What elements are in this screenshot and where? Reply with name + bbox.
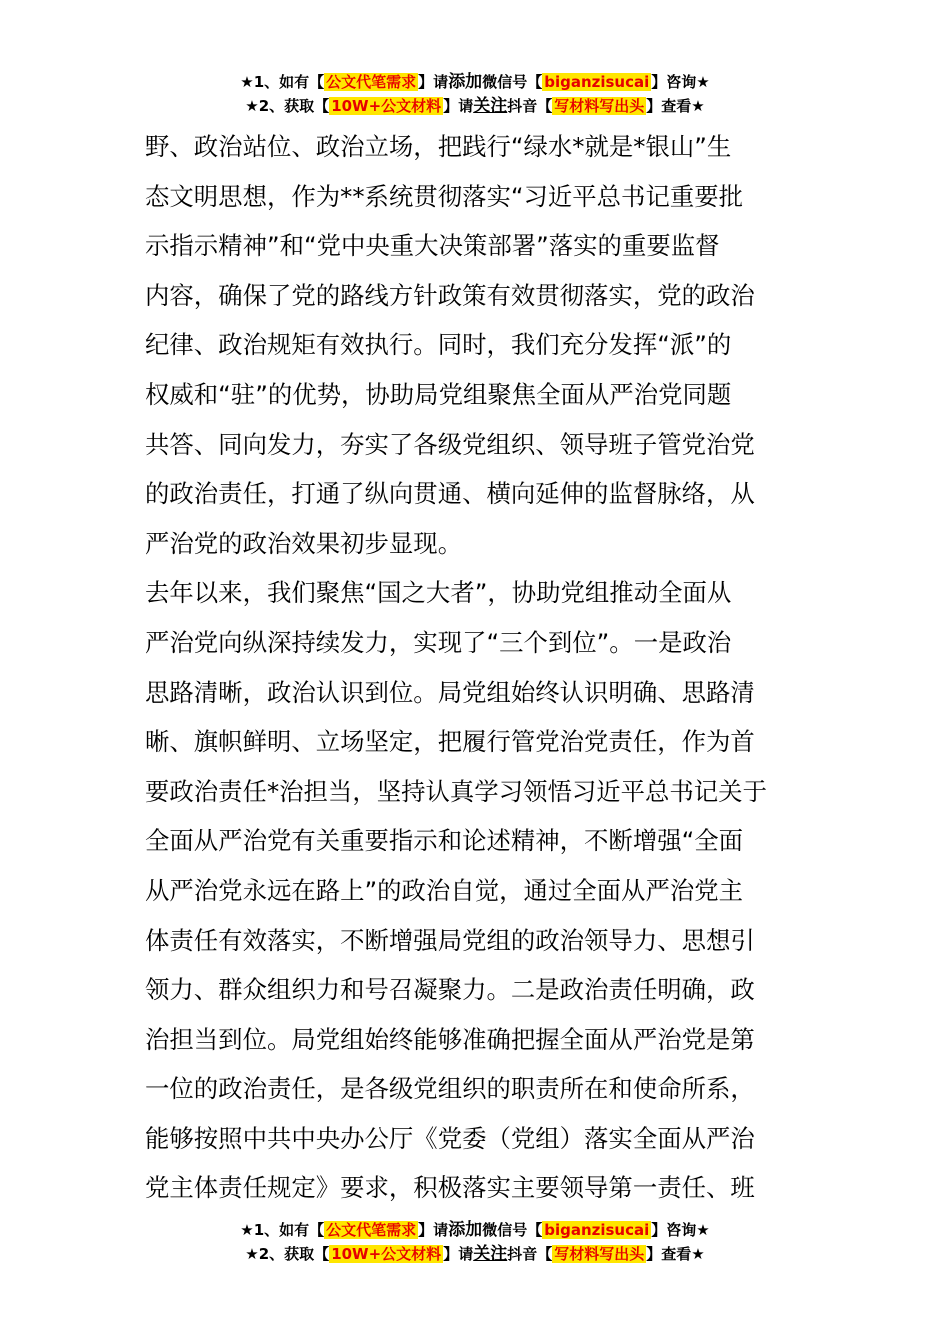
body-line: 内容，确保了党的路线方针政策有效贯彻落实，党的政治 <box>145 280 755 310</box>
promo-highlight-materials: 10W+公文材料 <box>331 97 442 115</box>
body-line: 共答、同向发力，夯实了各级党组织、领导班子管党治党 <box>145 429 755 459</box>
body-line: 治担当到位。局党组始终能够准确把握全面从严治党是第 <box>145 1024 755 1054</box>
body-line: 野、政治站位、政治立场，把践行“绿水*就是*银山”生 <box>145 132 732 161</box>
document-body <box>145 122 810 1213</box>
body-line: 体责任有效落实，不断增强局党组的政治领导力、思想引 <box>145 925 755 955</box>
body-line: 态文明思想，作为**系统贯彻落实“习近平总书记重要批 <box>145 181 744 211</box>
body-line: 能够按照中共中央办公厅《党委（党组）落实全面从严治 <box>145 1123 755 1153</box>
body-line: 权威和“驻”的优势，协助局党组聚焦全面从严治党同题 <box>145 379 732 409</box>
body-line: 严治党向纵深持续发力，实现了“三个到位”。一是政治 <box>145 627 732 657</box>
promo-highlight-wechat-id: biganzisucai <box>544 1221 650 1239</box>
header-promo-banner <box>0 70 950 118</box>
promo-highlight-wechat-id: biganzisucai <box>544 73 650 91</box>
promo-highlight-materials: 10W+公文材料 <box>331 1245 442 1263</box>
footer-promo-banner <box>0 1218 950 1266</box>
body-line: 思路清晰，政治认识到位。局党组始终认识明确、思路清 <box>145 677 755 707</box>
promo-line-2: ★2、获取【 10W+公文材料 】请关注抖音【 写材料写出头 】查看★ <box>245 96 705 116</box>
body-line: 全面从严治党有关重要指示和论述精神，不断增强“全面 <box>145 826 744 856</box>
body-line: 纪律、政治规矩有效执行。同时，我们充分发挥“派”的 <box>145 330 732 360</box>
body-line: 一位的政治责任，是各级党组织的职责所在和使命所系， <box>145 1074 755 1104</box>
promo-line-1: ★1、如有【 公文代笔需求 】请添加微信号【 biganzisucai 】咨询★ <box>240 72 710 92</box>
promo-highlight-service: 公文代笔需求 <box>326 1221 417 1239</box>
body-line: 从严治党永远在路上”的政治自觉，通过全面从严治党主 <box>145 875 744 905</box>
body-line: 严治党的政治效果初步显现。 <box>145 528 463 558</box>
promo-line-1: ★1、如有【 公文代笔需求 】请添加微信号【 biganzisucai 】咨询★ <box>240 1220 710 1240</box>
body-line: 的政治责任，打通了纵向贯通、横向延伸的监督脉络，从 <box>145 479 755 509</box>
body-line: 党主体责任规定》要求，积极落实主要领导第一责任、班 <box>145 1173 755 1203</box>
body-line: 要政治责任*治担当，坚持认真学习领悟习近平总书记关于 <box>145 776 767 806</box>
promo-line-2: ★2、获取【 10W+公文材料 】请关注抖音【 写材料写出头 】查看★ <box>245 1244 705 1264</box>
body-line: 领力、群众组织力和号召凝聚力。二是政治责任明确，政 <box>145 975 755 1005</box>
body-line: 示指示精神”和“党中央重大决策部署”落实的重要监督 <box>145 231 720 261</box>
promo-highlight-douyin: 写材料写出头 <box>554 1245 645 1263</box>
body-line: 晰、旗帜鲜明、立场坚定，把履行管党治党责任，作为首 <box>145 727 755 757</box>
promo-highlight-douyin: 写材料写出头 <box>554 97 645 115</box>
promo-highlight-service: 公文代笔需求 <box>326 73 417 91</box>
body-line: 去年以来，我们聚焦“国之大者”，协助党组推动全面从 <box>145 578 732 608</box>
